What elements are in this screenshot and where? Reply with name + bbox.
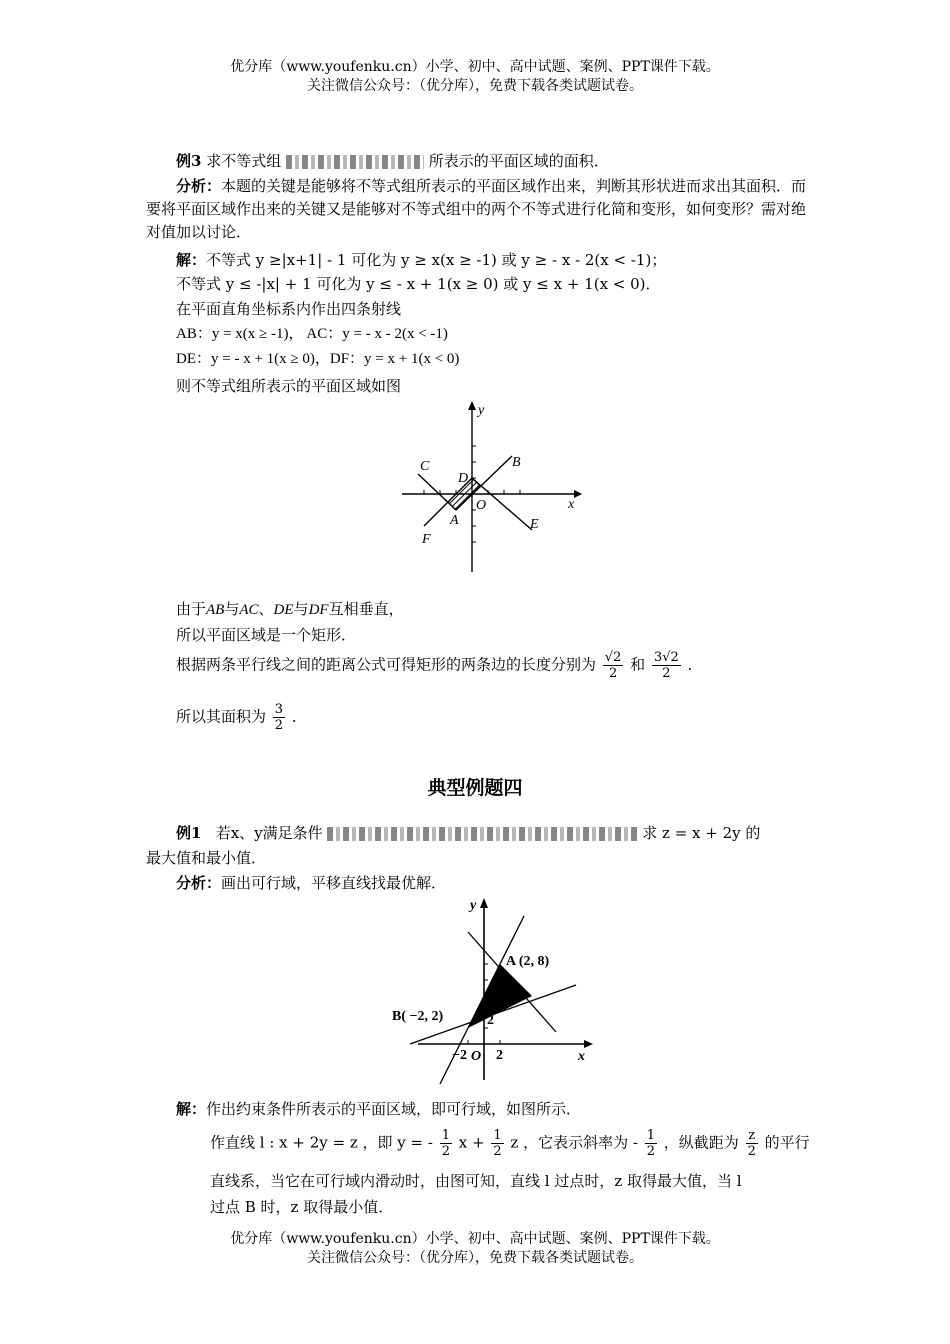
footer-line-1: 优分库（www.youfenku.cn）小学、初中、高中试题、案例、PPT课件下载。 [230, 1231, 720, 1247]
ex1-sol-3: 直线系，当它在可行域内滑动时，由图可知，直线 l 过点时，z 取得最大值，当 l [210, 1172, 742, 1190]
ex3-sol-3: 在平面直角坐标系内作出四条射线 [176, 300, 402, 318]
sol2-post: 的平行 [764, 1133, 810, 1152]
sol2-frac-2 [491, 1128, 503, 1159]
fig2-label-A: A (2, 8) [506, 954, 550, 969]
fig1-label-y: y [478, 403, 485, 418]
perp-post: 互相垂直， [328, 600, 404, 618]
sol2-f4-num: z [746, 1128, 758, 1144]
sol2-frac-1 [440, 1128, 452, 1159]
ex1-question [176, 822, 760, 844]
dist-pre: 根据两条平行线之间的距离公式可得矩形的两条边的长度分别为 [176, 655, 597, 674]
ex1-sol-2 [210, 1128, 810, 1159]
sol2-f4-den: 2 [747, 1144, 756, 1159]
ex3-question-post: 所表示的平面区域的面积． [428, 152, 609, 170]
dist-and: 和 [630, 655, 646, 674]
fig1-label-F: F [422, 532, 431, 547]
sol2-pre: 作直线 l : x + 2y = z ，即 y = - [210, 1133, 433, 1152]
ex1-question-pre: 若x、y满足条件 [215, 824, 323, 842]
sol2-f3-num: 1 [646, 1128, 655, 1143]
ex3-analysis-label: 分析： [176, 177, 222, 195]
fig2-label-2-y: 2 [487, 1013, 494, 1028]
area-pre: 所以其面积为 [176, 707, 267, 726]
ex3-question-pre: 求不等式组 [206, 152, 282, 170]
area-num: 3 [274, 702, 284, 717]
fig2-label-neg2: −2 [452, 1048, 467, 1063]
perp-de: DE [273, 602, 294, 618]
ex3-area [176, 702, 307, 733]
y-axis-arrow [468, 401, 476, 410]
dist-f1-num: √2 [604, 650, 622, 665]
ex3-sol-1-text: 不等式 y ≥|x+1| - 1 可化为 y ≥ x(x ≥ -1) 或 y ≥ - x - 2(x < -1)； [206, 251, 667, 269]
ex3-perp [176, 598, 404, 621]
y-axis-arrow [480, 898, 488, 908]
header-line-2: 关注微信公众号：（优分库），免费下载各类试题试卷。 [307, 78, 643, 94]
fig1-label-B: B [512, 455, 521, 470]
fig2-label-y: y [470, 898, 477, 913]
area-post: ． [291, 707, 307, 726]
x-axis-arrow [584, 1040, 593, 1048]
sol2-mid2: z ，它表示斜率为 - [510, 1133, 638, 1152]
perp-ac: AC [239, 602, 259, 618]
perp-yu: 与 [224, 600, 240, 618]
perp-pre: 由于 [176, 600, 207, 618]
sol2-frac-4 [746, 1128, 758, 1159]
figure-ex1-feasible-region [388, 892, 600, 1086]
ex3-sol-1 [176, 249, 666, 271]
sol2-frac-3 [645, 1128, 657, 1159]
ex3-dist [176, 650, 703, 681]
fig1-label-O: O [476, 498, 487, 513]
ex1-question-post: 求 z = x + 2y 的 [642, 824, 761, 842]
ex1-sol-1-text: 作出约束条件所表示的平面区域，即可行域，如图所示． [206, 1100, 582, 1118]
ex3-question [176, 150, 609, 172]
perp-yu2: 与 [293, 600, 309, 618]
constraint-system-image [327, 827, 637, 841]
ex1-label: 例1 [176, 824, 202, 842]
fig1-label-C: C [420, 459, 430, 474]
sol2-mid3: ，纵截距为 [663, 1133, 739, 1152]
area-frac [273, 702, 285, 733]
ex1-analysis-text: 画出可行域，平移直线找最优解． [221, 874, 447, 892]
ex3-sol-6: 则不等式组所表示的平面区域如图 [176, 377, 402, 395]
perp-sep: 、 [258, 600, 274, 618]
fig1-label-x: x [568, 497, 575, 512]
x-axis-arrow [574, 490, 582, 498]
sol2-f3-den: 2 [646, 1144, 655, 1159]
ex1-sol-4: 过点 B 时，z 取得最小值． [210, 1198, 394, 1216]
figure-ex3-region [396, 398, 586, 576]
fig1-label-A: A [450, 513, 459, 528]
sol2-f2-num: 1 [493, 1128, 502, 1143]
perp-df: DF [308, 602, 329, 618]
ex3-sol-4: AB：y = x(x ≥ -1)， AC：y = - x - 2(x < -1) [176, 326, 448, 342]
ex3-rect: 所以平面区域是一个矩形． [176, 626, 357, 644]
ex3-sol-label: 解： [176, 251, 207, 269]
fig1-label-D: D [458, 471, 469, 486]
fig2-label-B: B( −2, 2) [392, 1009, 444, 1024]
ex1-sol-1 [176, 1098, 581, 1120]
ex3-label: 例3 [176, 152, 202, 170]
ex1-analysis-label: 分析： [176, 874, 222, 892]
ex3-sol-5: DE：y = - x + 1(x ≥ 0)，DF：y = x + 1(x < 0) [176, 351, 460, 367]
sol2-f1-num: 1 [441, 1128, 450, 1143]
sol2-f2-den: 2 [493, 1144, 502, 1159]
header-line-1: 优分库（www.youfenku.cn）小学、初中、高中试题、案例、PPT课件下载。 [230, 59, 720, 75]
perp-ab: AB [206, 602, 225, 618]
fig2-label-2: 2 [496, 1048, 503, 1063]
fig2-label-O: O [471, 1049, 482, 1064]
area-den: 2 [274, 718, 284, 733]
inequality-system-image [286, 155, 424, 169]
dist-f2-den: 2 [662, 666, 671, 681]
ex3-analysis-text: 本题的关键是能够将不等式组所表示的平面区域作出来，判断其形状进而求出其面积．而要将平面区域作出来的关键又是能够对不等式组中的两个不等式进行化简和变形，如何变形？需对绝对值加以讨论． [146, 177, 807, 241]
ex1-analysis [176, 872, 446, 894]
dist-frac-1 [603, 650, 624, 681]
dist-f1-den: 2 [608, 666, 618, 681]
ex1-sol-label: 解： [176, 1100, 207, 1118]
feasible-region [468, 964, 532, 1028]
sol2-mid: x + [458, 1133, 485, 1152]
dist-f2-num: 3√2 [653, 650, 679, 665]
fig1-label-E: E [530, 517, 539, 532]
dist-frac-2 [652, 650, 681, 681]
dist-post: ． [687, 655, 703, 674]
ex3-sol-2: 不等式 y ≤ -|x| + 1 可化为 y ≤ - x + 1(x ≥ 0) 或 y ≤ x + 1(x < 0)． [176, 275, 661, 293]
footer-line-2: 关注微信公众号：（优分库），免费下载各类试题试卷。 [307, 1250, 643, 1266]
ex3-analysis [146, 175, 810, 244]
sol2-f1-den: 2 [441, 1144, 450, 1159]
fig2-label-x: x [578, 1049, 585, 1064]
ex1-question-line2: 最大值和最小值． [146, 849, 267, 867]
section-title: 典型例题四 [427, 777, 523, 799]
